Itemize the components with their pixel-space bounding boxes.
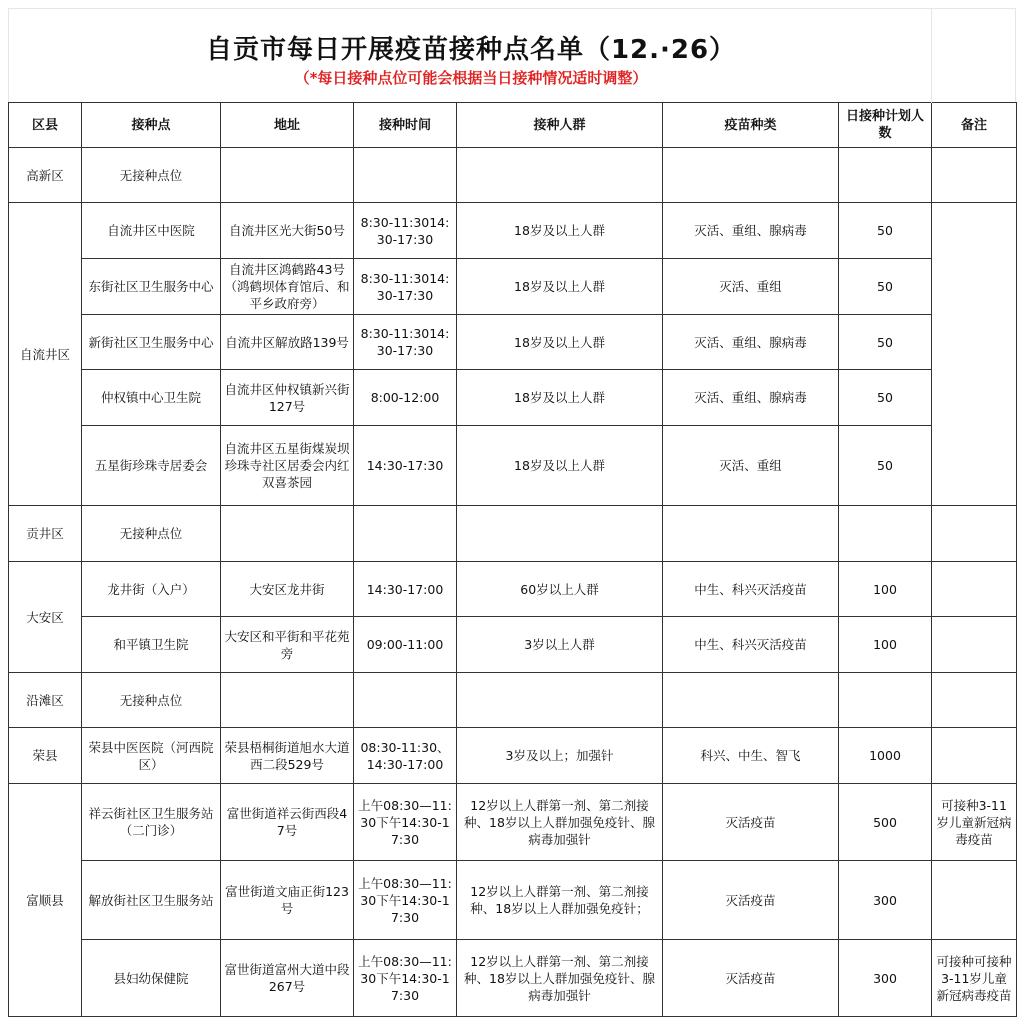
title-divider [931,9,932,103]
address-cell: 富世街道祥云街西段47号 [221,784,354,861]
time-cell: 14:30-17:30 [354,426,457,506]
site-cell: 无接种点位 [82,148,221,203]
site-cell: 自流井区中医院 [82,203,221,259]
vaccine-cell: 灭活、重组、腺病毒 [663,315,839,370]
plan-cell: 100 [839,562,932,617]
table-row [9,148,1017,203]
table-row [9,784,1017,861]
note-cell [932,861,1017,940]
plan-cell: 1000 [839,728,932,784]
time-cell: 09:00-11:00 [354,617,457,673]
group-cell: 18岁及以上人群 [457,259,663,315]
header-plan: 日接种计划人数 [839,103,932,148]
header-site: 接种点 [82,103,221,148]
vaccine-cell: 中生、科兴灭活疫苗 [663,617,839,673]
plan-cell: 50 [839,426,932,506]
vaccine-cell: 中生、科兴灭活疫苗 [663,562,839,617]
note-cell [932,728,1017,784]
table-row [9,940,1017,1017]
site-cell: 无接种点位 [82,506,221,562]
vaccine-cell: 灭活、重组、腺病毒 [663,203,839,259]
table-row [9,203,1017,259]
district-cell: 富顺县 [9,784,82,1017]
address-cell: 大安区和平街和平花苑旁 [221,617,354,673]
site-cell: 解放街社区卫生服务站 [82,861,221,940]
address-cell: 富世街道富州大道中段267号 [221,940,354,1017]
header-vaccine: 疫苗种类 [663,103,839,148]
header-note: 备注 [932,103,1017,148]
time-cell: 上午08:30—11:30下午14:30-17:30 [354,784,457,861]
page-title: 自贡市每日开展疫苗接种点名单（12.·26） [205,35,737,65]
table-row [9,315,1017,370]
note-cell [932,562,1017,617]
site-cell: 无接种点位 [82,673,221,728]
time-cell: 8:30-11:3014:30-17:30 [354,259,457,315]
address-cell: 自流井区解放路139号 [221,315,354,370]
time-cell: 14:30-17:00 [354,562,457,617]
vaccine-cell: 科兴、中生、智飞 [663,728,839,784]
group-cell: 18岁及以上人群 [457,203,663,259]
site-cell: 荣县中医医院（河西院区） [82,728,221,784]
group-cell: 12岁以上人群第一剂、第二剂接种、18岁以上人群加强免疫针、腺病毒加强针 [457,784,663,861]
plan-cell: 100 [839,617,932,673]
table-row [9,562,1017,617]
plan-cell: 300 [839,861,932,940]
address-cell: 荣县梧桐街道旭水大道西二段529号 [221,728,354,784]
group-cell: 18岁及以上人群 [457,315,663,370]
group-cell: 3岁及以上；加强针 [457,728,663,784]
time-cell: 8:30-11:3014:30-17:30 [354,203,457,259]
vaccine-cell: 灭活、重组 [663,259,839,315]
header-district: 区县 [9,103,82,148]
vaccine-cell: 灭活疫苗 [663,861,839,940]
plan-cell: 50 [839,259,932,315]
district-cell: 自流井区 [9,203,82,506]
address-cell: 自流井区鸿鹤路43号（鸿鹤坝体育馆后、和平乡政府旁） [221,259,354,315]
site-cell: 龙井街（入户） [82,562,221,617]
vaccine-cell: 灭活、重组、腺病毒 [663,370,839,426]
site-cell: 仲权镇中心卫生院 [82,370,221,426]
page-subtitle: （*每日接种点位可能会根据当日接种情况适时调整） [294,69,648,87]
table-row [9,673,1017,728]
table-row [9,506,1017,562]
group-cell: 12岁以上人群第一剂、第二剂接种、18岁以上人群加强免疫针、腺病毒加强针 [457,940,663,1017]
table-row [9,617,1017,673]
title-block [8,8,1016,102]
group-cell: 60岁以上人群 [457,562,663,617]
table-row [9,861,1017,940]
note-cell [932,617,1017,673]
group-cell: 18岁及以上人群 [457,426,663,506]
district-cell: 荣县 [9,728,82,784]
note-cell: 可接种可接种3-11岁儿童新冠病毒疫苗 [932,940,1017,1017]
plan-cell: 50 [839,315,932,370]
header-address: 地址 [221,103,354,148]
group-cell: 12岁以上人群第一剂、第二剂接种、18岁以上人群加强免疫针； [457,861,663,940]
header-time: 接种时间 [354,103,457,148]
time-cell: 8:00-12:00 [354,370,457,426]
district-cell: 贡井区 [9,506,82,562]
vaccination-sheet [8,8,1016,1017]
note-cell [932,203,1017,506]
district-cell: 高新区 [9,148,82,203]
address-cell: 自流井区光大街50号 [221,203,354,259]
address-cell: 富世街道文庙正街123号 [221,861,354,940]
plan-cell: 500 [839,784,932,861]
vaccine-cell: 灭活、重组 [663,426,839,506]
group-cell: 18岁及以上人群 [457,370,663,426]
site-cell: 县妇幼保健院 [82,940,221,1017]
time-cell: 08:30-11:30、14:30-17:00 [354,728,457,784]
vaccination-table [8,102,1017,1017]
plan-cell: 50 [839,203,932,259]
plan-cell: 50 [839,370,932,426]
address-cell: 自流井区五星街煤炭坝珍珠寺社区居委会内红双喜茶园 [221,426,354,506]
note-cell: 可接种3-11岁儿童新冠病毒疫苗 [932,784,1017,861]
site-cell: 新街社区卫生服务中心 [82,315,221,370]
vaccine-cell: 灭活疫苗 [663,940,839,1017]
address-cell: 自流井区仲权镇新兴街127号 [221,370,354,426]
time-cell: 上午08:30—11:30下午14:30-17:30 [354,940,457,1017]
address-cell: 大安区龙井街 [221,562,354,617]
district-cell: 大安区 [9,562,82,673]
time-cell: 8:30-11:3014:30-17:30 [354,315,457,370]
header-row [9,103,1017,148]
table-row [9,728,1017,784]
table-row [9,426,1017,506]
vaccine-cell: 灭活疫苗 [663,784,839,861]
plan-cell: 300 [839,940,932,1017]
site-cell: 东街社区卫生服务中心 [82,259,221,315]
header-group: 接种人群 [457,103,663,148]
group-cell: 3岁以上人群 [457,617,663,673]
site-cell: 五星街珍珠寺居委会 [82,426,221,506]
site-cell: 和平镇卫生院 [82,617,221,673]
table-row [9,370,1017,426]
site-cell: 祥云街社区卫生服务站（二门诊） [82,784,221,861]
district-cell: 沿滩区 [9,673,82,728]
table-row [9,259,1017,315]
time-cell: 上午08:30—11:30下午14:30-17:30 [354,861,457,940]
